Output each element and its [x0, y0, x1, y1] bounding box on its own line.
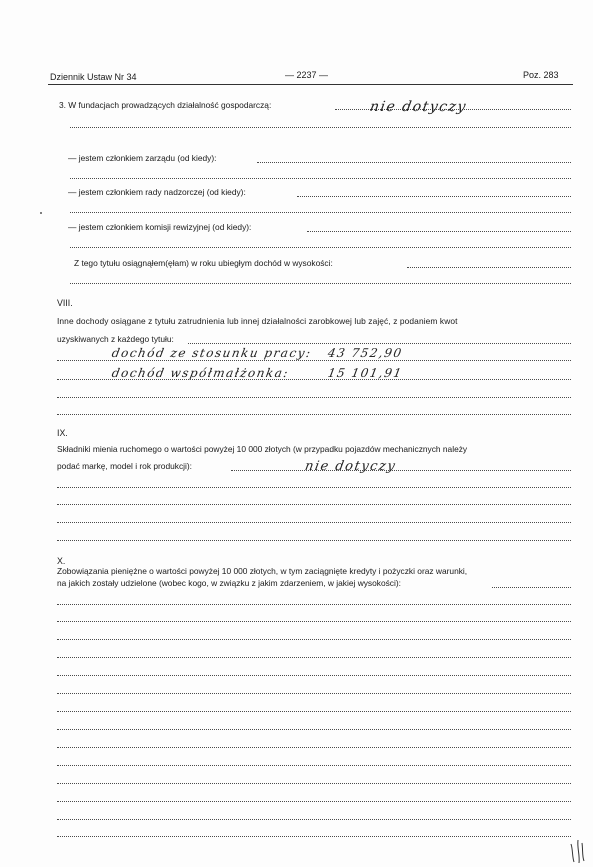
answer-line	[57, 657, 571, 658]
answer-line	[57, 487, 571, 488]
handwritten-income-label: dochód współmałżonka:	[110, 366, 291, 380]
section-text: na jakich zostały udzielone (wobec kogo, w związku z jakim zdarzeniem, w jakiej wysokości):	[57, 578, 401, 588]
answer-line	[57, 711, 571, 712]
answer-line	[57, 414, 571, 415]
answer-line	[57, 675, 571, 676]
answer-line	[57, 604, 571, 605]
answer-line	[57, 729, 571, 730]
answer-line	[297, 196, 571, 197]
answer-line	[57, 801, 571, 802]
section-number: VIII.	[57, 298, 73, 308]
answer-line	[70, 178, 571, 179]
answer-line	[57, 819, 571, 820]
supervisory-board-label: — jestem członkiem rady nadzorczej (od kiedy):	[68, 187, 246, 197]
handwritten-income-amount: 43 752,90	[326, 346, 404, 360]
answer-line	[57, 639, 571, 640]
scan-speck	[40, 212, 42, 214]
header-rule	[48, 84, 573, 85]
handwritten-answer: nie dotyczy	[368, 99, 469, 115]
answer-line	[57, 379, 571, 380]
section-text: Składniki mienia ruchomego o wartości powyżej 10 000 złotych (w przypadku pojazdów mechanicznych należy	[57, 444, 468, 454]
answer-line	[57, 693, 571, 694]
initials-mark	[568, 838, 590, 864]
answer-line	[70, 247, 571, 248]
board-member-label: — jestem członkiem zarządu (od kiedy):	[68, 153, 217, 163]
income-label: Z tego tytułu osiągnąłem(ęłam) w roku ubiegłym dochód w wysokości:	[74, 258, 333, 268]
answer-line	[70, 283, 571, 284]
handwritten-answer: nie dotyczy	[303, 459, 398, 474]
answer-line	[57, 747, 571, 748]
answer-line	[492, 587, 571, 588]
answer-line	[57, 540, 571, 541]
position-number: Poz. 283	[523, 70, 559, 80]
answer-line	[57, 836, 571, 837]
answer-line	[57, 522, 571, 523]
answer-line	[57, 783, 571, 784]
answer-line	[70, 212, 571, 213]
answer-line	[57, 397, 571, 398]
answer-line	[188, 343, 571, 344]
answer-line	[407, 267, 571, 268]
audit-committee-label: — jestem członkiem komisji rewizyjnej (od kiedy):	[68, 222, 252, 232]
answer-line	[231, 470, 571, 471]
answer-line	[57, 360, 571, 361]
section-text: podać markę, model i rok produkcji):	[57, 461, 192, 471]
answer-line	[57, 504, 571, 505]
section-3-question: 3. W fundacjach prowadzących działalność gospodarczą:	[59, 100, 272, 110]
page-number: — 2237 —	[285, 70, 329, 80]
section-text: uzyskiwanych z każdego tytułu:	[57, 334, 174, 344]
section-text: Zobowiązania pieniężne o wartości powyżej 10 000 złotych, w tym zaciągnięte kredyty i pożyczki oraz warunki,	[57, 566, 468, 576]
section-number: IX.	[57, 428, 68, 438]
answer-line	[257, 162, 571, 163]
handwritten-income-label: dochód ze stosunku pracy:	[110, 346, 313, 360]
answer-line	[57, 621, 571, 622]
section-text: Inne dochody osiągane z tytułu zatrudnienia lub innej działalności zarobkowej lub zajęć, z podaniem kwot	[57, 316, 458, 326]
handwritten-income-amount: 15 101,91	[326, 366, 404, 380]
section-number: X.	[57, 556, 66, 566]
journal-title: Dziennik Ustaw Nr 34	[50, 72, 137, 82]
answer-line	[57, 765, 571, 766]
answer-line	[70, 127, 571, 128]
answer-line	[307, 231, 571, 232]
